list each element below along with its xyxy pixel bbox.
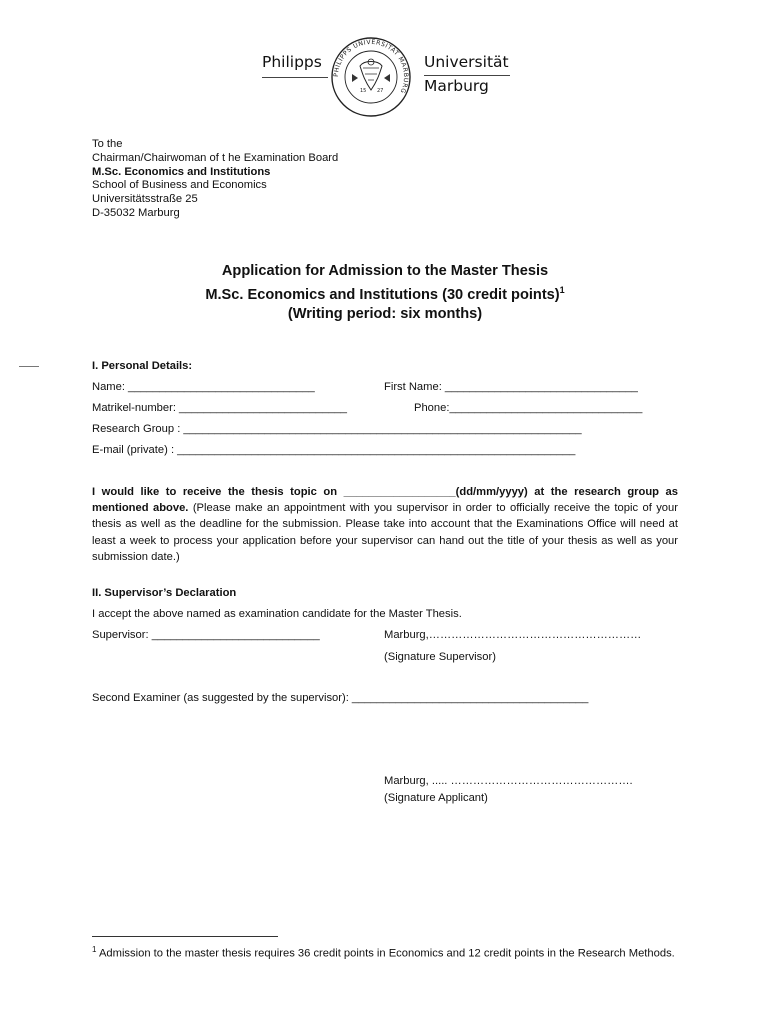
- logo-text-philipps: Philipps: [262, 53, 322, 71]
- topic-request-paragraph: [92, 484, 678, 565]
- applicant-signature-field[interactable]: Marburg, ..... ………………………………………….: [384, 775, 633, 787]
- logo-text-universitaet: Universität: [424, 53, 509, 71]
- title-footnote-mark: 1: [559, 285, 565, 295]
- address-line-city: D-35032 Marburg: [92, 206, 180, 219]
- svg-text:PHILIPPS UNIVERSITÄT MARBURG: [333, 39, 409, 95]
- title-line-3: (Writing period: six months): [287, 305, 483, 322]
- address-line-street: Universitätsstraße 25: [92, 193, 198, 206]
- footnote-divider: [92, 936, 278, 937]
- university-seal-icon: [330, 36, 412, 118]
- address-line-program: M.Sc. Economics and Institutions: [92, 165, 271, 178]
- supervisor-signature-field[interactable]: Marburg,…………………………………………………: [384, 629, 642, 641]
- logo-underline-right: [424, 75, 510, 76]
- footnote-text: Admission to the master thesis requires 36 credit points in Economics and 12 credit points in the Research Methods.: [96, 947, 675, 960]
- logo-underline-left: [262, 77, 328, 78]
- seal-year-left: 15: [360, 88, 367, 94]
- supervisor-declaration-heading: II. Supervisor’s Declaration: [92, 587, 237, 599]
- supervisor-signature-label: (Signature Supervisor): [384, 651, 496, 663]
- address-line-chair: Chairman/Chairwoman of t he Examination Board: [92, 151, 339, 164]
- first-name-field[interactable]: First Name: _______________________________: [384, 381, 638, 393]
- address-line-school: School of Business and Economics: [92, 179, 267, 192]
- research-group-field[interactable]: Research Group : ________________________________________________________________: [92, 423, 582, 435]
- title-line-2-text: M.Sc. Economics and Institutions (30 credit points): [205, 286, 560, 303]
- title-line-2: [0, 281, 770, 305]
- recipient-address: [92, 138, 338, 221]
- title-line-1: Application for Admission to the Master Thesis: [221, 263, 549, 279]
- address-line-to: To the: [92, 138, 123, 150]
- applicant-signature-label: (Signature Applicant): [384, 792, 488, 804]
- name-field[interactable]: Name: ______________________________: [92, 381, 315, 393]
- logo-text-marburg: Marburg: [424, 77, 489, 95]
- footnote-mark: 1: [92, 945, 97, 954]
- footnote: [92, 942, 678, 962]
- personal-details-heading: I. Personal Details:: [92, 360, 193, 372]
- margin-mark: [19, 366, 39, 367]
- supervisor-name-field[interactable]: Supervisor: ___________________________: [92, 629, 320, 641]
- document-title: [0, 262, 770, 324]
- topic-request-bold: I would like to receive the thesis topic on __________________(dd/mm/yyyy) at the research group as mentioned above.: [92, 486, 678, 515]
- email-field[interactable]: E-mail (private) : ________________________________________________________________: [92, 444, 576, 456]
- university-logo: [262, 36, 512, 118]
- seal-ring-text: PHILIPPS UNIVERSITÄT MARBURG: [332, 38, 410, 95]
- second-examiner-field[interactable]: Second Examiner (as suggested by the supervisor): ______________________________________: [92, 692, 589, 704]
- phone-field[interactable]: Phone:_______________________________: [414, 402, 643, 414]
- supervisor-accept-text: I accept the above named as examination candidate for the Master Thesis.: [92, 608, 462, 620]
- topic-request-note: (Please make an appointment with you supervisor in order to officially receive the topic of your thesis as well as the deadline for the submission. Please take into account that the Examinations Office will need at least a week to process your application before your supervisor can hand out the title of your thesis as well as your submission date.): [92, 502, 678, 563]
- seal-year-right: 27: [377, 88, 384, 94]
- matrikel-number-field[interactable]: Matrikel-number: ___________________________: [92, 402, 348, 414]
